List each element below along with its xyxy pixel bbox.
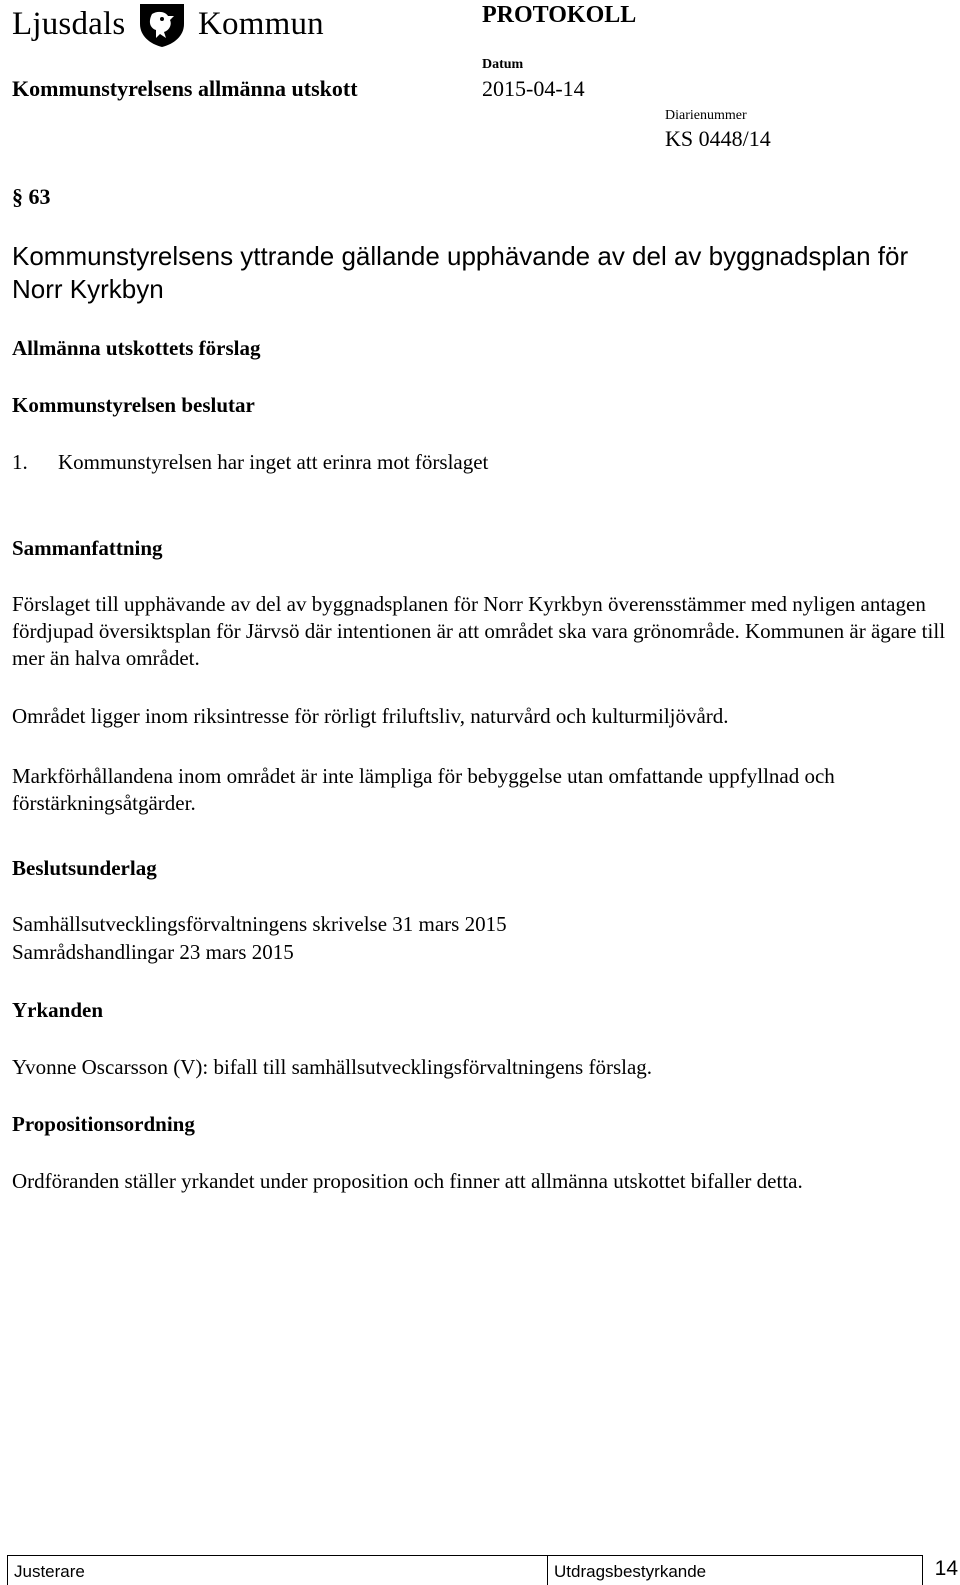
basis-item: Samhällsutvecklingsförvaltningens skrivelse 31 mars 2015 <box>12 912 507 936</box>
order-heading: Propositionsordning <box>12 1112 195 1136</box>
section-number: § 63 <box>12 184 51 209</box>
summary-heading: Sammanfattning <box>12 536 163 560</box>
summary-paragraph: Markförhållandena inom området är inte lämpliga för bebyggelse utan omfattande uppfyllnad och förstärkningsåtgärder. <box>12 764 835 815</box>
justerare-label: Justerare <box>14 1562 85 1581</box>
diary-number-label: Diarienummer <box>665 108 747 123</box>
decision-item-number: 1. <box>12 450 28 474</box>
order-text: Ordföranden ställer yrkandet under proposition och finner att allmänna utskottet bifaller detta. <box>12 1169 803 1193</box>
logo-text-left: Ljusdals <box>12 6 126 42</box>
utdrag-label: Utdragsbestyrkande <box>554 1562 707 1581</box>
page-title: Kommunstyrelsens yttrande gällande upphävande av del av byggnadsplan för Norr Kyrkbyn <box>12 241 909 304</box>
footer <box>0 1549 960 1583</box>
proposal-heading: Allmänna utskottets förslag <box>12 336 261 360</box>
decision-heading: Kommunstyrelsen beslutar <box>12 393 255 417</box>
summary-paragraph: Området ligger inom riksintresse för rörligt friluftsliv, naturvård och kulturmiljövård. <box>12 704 729 728</box>
committee-name: Kommunstyrelsens allmänna utskott <box>12 76 358 101</box>
footer-utdrag <box>547 1555 922 1585</box>
basis-heading: Beslutsunderlag <box>12 856 157 880</box>
municipality-logo <box>12 2 342 48</box>
motions-text: Yvonne Oscarsson (V): bifall till samhällsutvecklingsförvaltningens förslag. <box>12 1055 653 1079</box>
decision-item-text: Kommunstyrelsen har inget att erinra mot förslaget <box>58 450 489 474</box>
summary-paragraph: Förslaget till upphävande av del av byggnadsplanen för Norr Kyrkbyn överensstämmer med nyligen antagen fördjupad översiktsplan för Järvsö där intentionen är att området ska vara grönområde. Kommunen är ägare till mer än halva området. <box>12 592 946 670</box>
document-type: PROTOKOLL <box>482 2 637 28</box>
basis-item: Samrådshandlingar 23 mars 2015 <box>12 940 294 964</box>
date-value: 2015-04-14 <box>482 76 585 101</box>
footer-justerare <box>7 1555 547 1585</box>
page-number: 14 <box>922 1555 960 1585</box>
diary-number-value: KS 0448/14 <box>665 126 771 151</box>
coat-of-arms-icon <box>134 2 190 48</box>
logo-text-right: Kommun <box>198 6 324 42</box>
date-label: Datum <box>482 57 524 72</box>
motions-heading: Yrkanden <box>12 998 104 1022</box>
